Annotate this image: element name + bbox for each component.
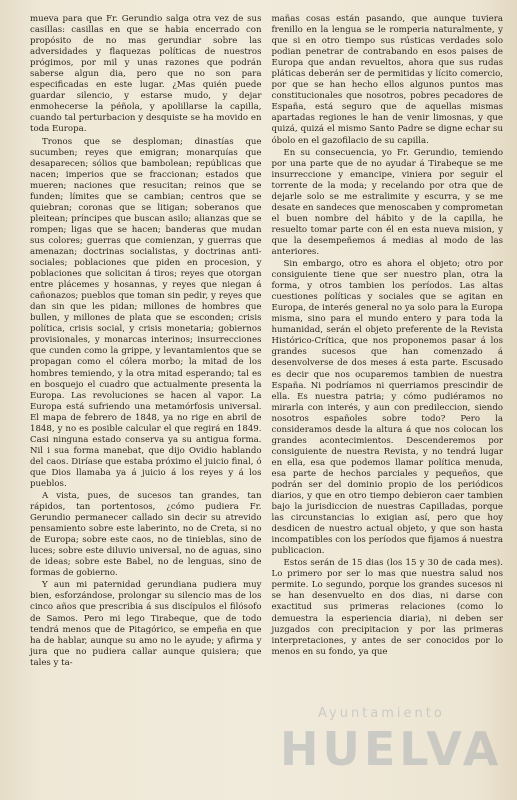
paragraph: Sin embargo, otro es ahora el objeto; otro por consiguiente tiene que ser nuestro plan, otra la forma, y otros tambien los períodos. Las altas cuestiones políticas y sociales que se agitan en Europa, de interés general no ya solo para la Europa misma, sino para el mundo entero y para toda la humanidad, serán el objeto preferente de la Revista Histórico-Crítica, que nos proponemos pasar á los grandes sucesos que han comenzado á desenvolverse de dos meses á esta parte. Escusado es decir que nos ocuparemos tambien de nuestra España. Ni podríamos ni querriamos prescindir de ella. Es nuestra patria; y cómo pudiéramos no mirarla con interés, y aun con predileccion, siendo nosotros españoles sobre todo? Pero la consideramos desde la altura á que nos colocan los grandes acontecimientos. Descenderemos por consiguiente de nuestra Revista, y no tendrá lugar en ella, esa que podemos llamar política menuda, esa parte de hechos parciales y pequeños, que podrán ser del dominio propio de los periódicos diarios, y que en otro tiempo debieron caer tambien bajo la jurisdiccion de nuestras Capilladas, porque las circunstancias lo exigian así, pero que hoy desdicen de nuestro actual objeto, y que son hasta incompatibles con los períodos que fijamos á nuestra publicacion. [271, 259, 503, 557]
paragraph: Estos serán de 15 dias (los 15 y 30 de cada mes). Lo primero por ser lo mas que nuestra salud nos permite. Lo segundo, porque los grandes sucesos ni se han desenvuelto en dos dias, ni darse con exactitud sus primeras relaciones (como lo demuestra la esperiencia diaria), ni deben ser juzgados con precipitacion y por las primeras interpretaciones, y antes de ser conocidos por lo menos en su fondo, ya que [271, 558, 503, 657]
paragraph: A vista, pues, de sucesos tan grandes, tan rápidos, tan portentosos, ¿cómo pudiera Fr. Gerundio permanecer callado sin decir su atrevido pensamiento sobre este laberinto, no de Creta, si no de Europa; sobre este caos, no de tinieblas, sino de luces; sobre este diluvio universal, no de aguas, sino de ideas; sobre este Babel, no de lenguas, sino de formas de gobierno. [30, 491, 262, 579]
right-column [272, 14, 504, 792]
left-column [30, 14, 262, 792]
paragraph: mueva para que Fr. Gerundio salga otra vez de sus casillas: casillas en que se habia encerrado con propósito de no mas gerundiar sobre las adversidades y flaquezas políticas de nuestros prógimos, por mil y unas razones que podrán saberse algun dia, pero que no son para especificadas en este lugar. ¿Mas quién puede guardar silencio, y estarse mudo, y dejar enmohecerse la péñola, y apolillarse la capilla, cuando tal perturbacion y desquiste se ha movido en toda Europa. [30, 14, 262, 135]
paragraph: mañas cosas están pasando, que aunque tuviera frenillo en la lengua se le romperia naturalmente, y que si en otro tiempo sus rústicas verdades solo podian penetrar de contrabando en esos paises de Europa que andan revueltos, ahora que sus rudas pláticas deberán ser de permitidas y lícito comercio, por que se han hecho ellos algunos puntos mas constitucionales que nosotros, pobres pecadores de España, está seguro que de aquellas mismas apartadas regiones le han de venir limosnas, y que quizá, quizá el mismo Santo Padre se digne echar su óbolo en el gazofilacio de su capilla. [271, 14, 503, 146]
paragraph: Tronos que se desploman; dinastías que sucumben; reyes que emigran; monarquías que desaparecen; sólios que bambolean; repúblicas que nacen; imperios que se fraccionan; estados que mueren; naciones que resucitan; reinos que se funden; límites que se cambian; centros que se quiebran; coronas que se litigan; soberanos que pleitean; príncipes que buscan asilo; alianzas que se rompen; ligas que se hacen; banderas que mudan sus colores; guerras que comienzan, y guerras que amenazan; doctrinas socialistas, y doctrinas anti-sociales; poblaciones que piden en procesion, y poblaciones que solicitan á tiros; reyes que otorgan entre plácemes y hosannas, y reyes que niegan á cañonazos; pueblos que toman sin pedir, y reyes que dan sin que les pidan; millones de hombres que bullen, y millones de plata que se esconden; crisis política, crisis social, y crisis monetaria; gobiernos provisionales, y monarcas interinos; insurrecciones que cunden como la grippe, y levantamientos que se propagan como el cólera morbo; la mitad de los hombres temiendo, y la otra mitad esperando; tal es en bosquejo el cuadro que actualmente presenta la Europa. Las revoluciones se hacen al vapor. La Europa está sufriendo una metamórfosis universal. El mapa de febrero de 1848, ya no rige en abril de 1848, y no es posible calcular el que regirá en 1849. Casi ninguna estado conserva ya su antigua forma. Nil i sua forma manebat, que dijo Ovidio hablando del caos. Diríase que estaba próximo el juicio final, ó que Dios llamaba ya á juicio á los reyes y á los pueblos. [30, 136, 262, 489]
paragraph: En su consecuencia, yo Fr. Gerundio, temiendo por una parte que de no ayudar á Tirabeque se me insurreccione y emancipe, viniera por seguir el torrente de la moda; y recelando por otra que de dejarle solo se me estralimite y escurra, y se me desate en sandeces que menoscaben y comprometan el buen nombre del hábito y de la capilla, he resuelto tomar parte con él en esta nueva mision, y que la desempeñemos á medias al modo de las anteriores. [271, 147, 503, 257]
text-columns [30, 14, 503, 792]
paragraph: Y aun mi paternidad gerundiana pudiera muy bien, esforzándose, prolongar su silencio mas de los cinco años que prescribia á sus discípulos el filósofo de Samos. Pero mi lego Tirabeque, que de todo tendrá menos que de Pitagórico, se empeña en que ha de hablar, aunque su amo no le ayude; y afirma y jura que no pudiera callar aunque quisiera; que tales y ta- [30, 580, 262, 668]
watermark-top-text: Ayuntamiento [318, 706, 445, 721]
watermark-bottom-text: HUELVA [280, 722, 503, 776]
